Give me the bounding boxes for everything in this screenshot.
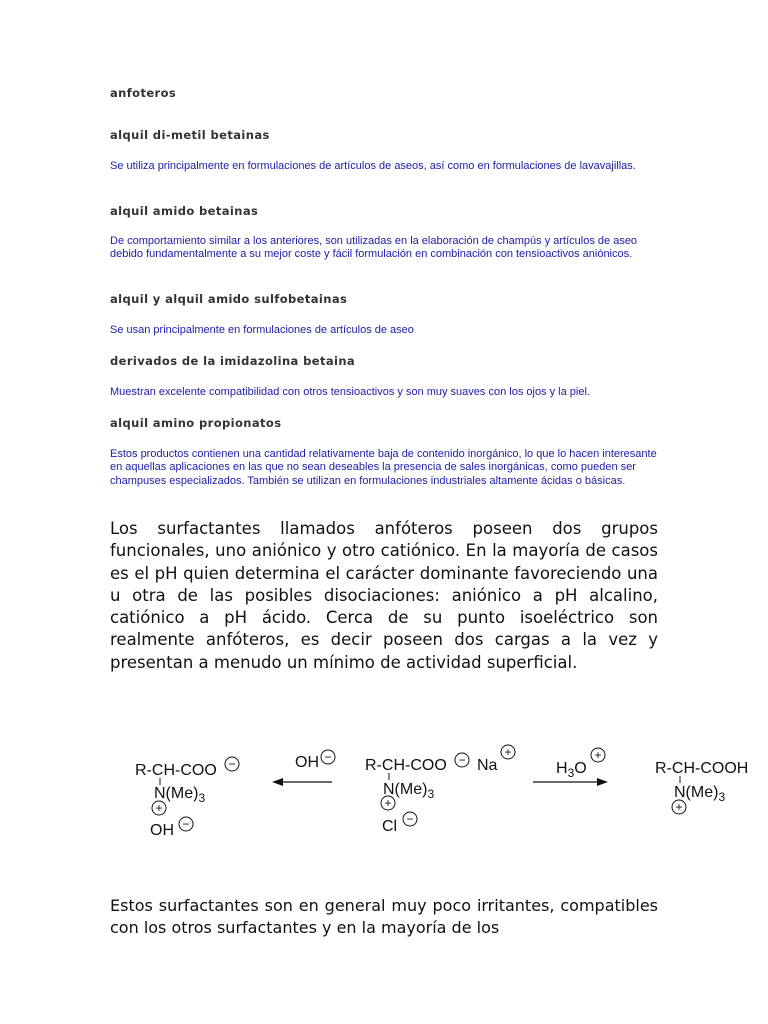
cationic-species — [655, 760, 748, 814]
text-dimetil-betainas: Se utiliza principalmente en formulaciones de artículos de aseos, así como en formulaciones de lavavajillas. — [110, 160, 636, 172]
paragraph-anfoteros: Los surfactantes llamados anfóteros poseen dos grupos funcionales, uno aniónico y otro catiónico. En la mayoría de casos es el pH quien determina el carácter dominante favoreciendo una u otra de las posibles disociaciones: aniónico a pH alcalino, catiónico a pH ácido. Cerca de su punto isoeléctrico son realmente anfóteros, es decir poseen dos cargas a la vez y presentan a menudo un mínimo de actividad superficial. — [110, 519, 658, 672]
text-sulfobetainas: Se usan principalmente en formulaciones de artículos de aseo — [110, 324, 414, 336]
text-amido-betainas: De comportamiento similar a los anteriores, son utilizadas en la elaboración de champús y artículos de aseo debido fundamentalmente a su mejor coste y fácil formulación en combinación con tensioactivos aniónicos. — [110, 235, 638, 261]
heading-propionatos: alquil amino propionatos — [110, 416, 282, 430]
right-chain: R-CH-COOH — [655, 760, 749, 777]
left-plus: + — [155, 801, 163, 815]
center-plus: + — [384, 796, 392, 810]
paragraph-irritancy: Estos surfactantes son en general muy poco irritantes, compatibles con los otros surfactantes y en la mayoría de los — [110, 896, 658, 937]
arrow-left-label: OH — [295, 754, 319, 771]
dissociation-diagram — [0, 740, 768, 860]
heading-sulfobetainas: alquil y alquil amido sulfobetainas — [110, 292, 348, 306]
right-amine: $N(Me)_3$ — [674, 784, 726, 804]
arrow-right-label: $H_3O$ — [556, 760, 587, 780]
center-counter-ion: Cl — [382, 818, 398, 835]
arrow-to-anionic — [272, 750, 335, 786]
left-amine: $N(Me)_3$ — [154, 785, 206, 805]
heading-anfoteros: anfoteros — [110, 86, 177, 100]
center-amine: $N(Me)_3$ — [383, 781, 435, 801]
arrow-left-minus: − — [324, 750, 332, 764]
center-chain: R-CH-COO — [365, 757, 447, 774]
center-cation: Na — [477, 757, 498, 774]
heading-dimetil-betainas: alquil di-metil betainas — [110, 128, 270, 142]
right-plus: + — [675, 800, 683, 814]
center-counter-minus: − — [406, 812, 414, 826]
left-chain: R-CH-COO — [135, 762, 217, 779]
arrow-right-plus: + — [594, 748, 602, 762]
text-imidazolina: Muestran excelente compatibilidad con otros tensioactivos y son muy suaves con los ojos y la piel. — [110, 386, 590, 398]
center-minus: − — [458, 753, 466, 767]
heading-amido-betainas: alquil amido betainas — [110, 204, 259, 218]
zwitterion-species — [365, 745, 515, 835]
arrow-to-cationic — [533, 748, 608, 786]
heading-imidazolina: derivados de la imidazolina betaina — [110, 354, 356, 368]
anionic-species — [135, 757, 239, 839]
left-minus: − — [228, 757, 236, 771]
center-cation-plus: + — [504, 745, 512, 759]
left-counter-ion: OH — [150, 822, 174, 839]
text-propionatos: Estos productos contienen una cantidad relativamente baja de contenido inorgánico, lo que lo hacen interesante en aquellas aplicaciones en las que no sean deseables la presencia de sales inorgánicas, como pueden ser champuses especializados. También se utilizan en formulaciones industriales altamente ácidas o básicas. — [110, 448, 657, 487]
left-counter-minus: − — [182, 817, 190, 831]
